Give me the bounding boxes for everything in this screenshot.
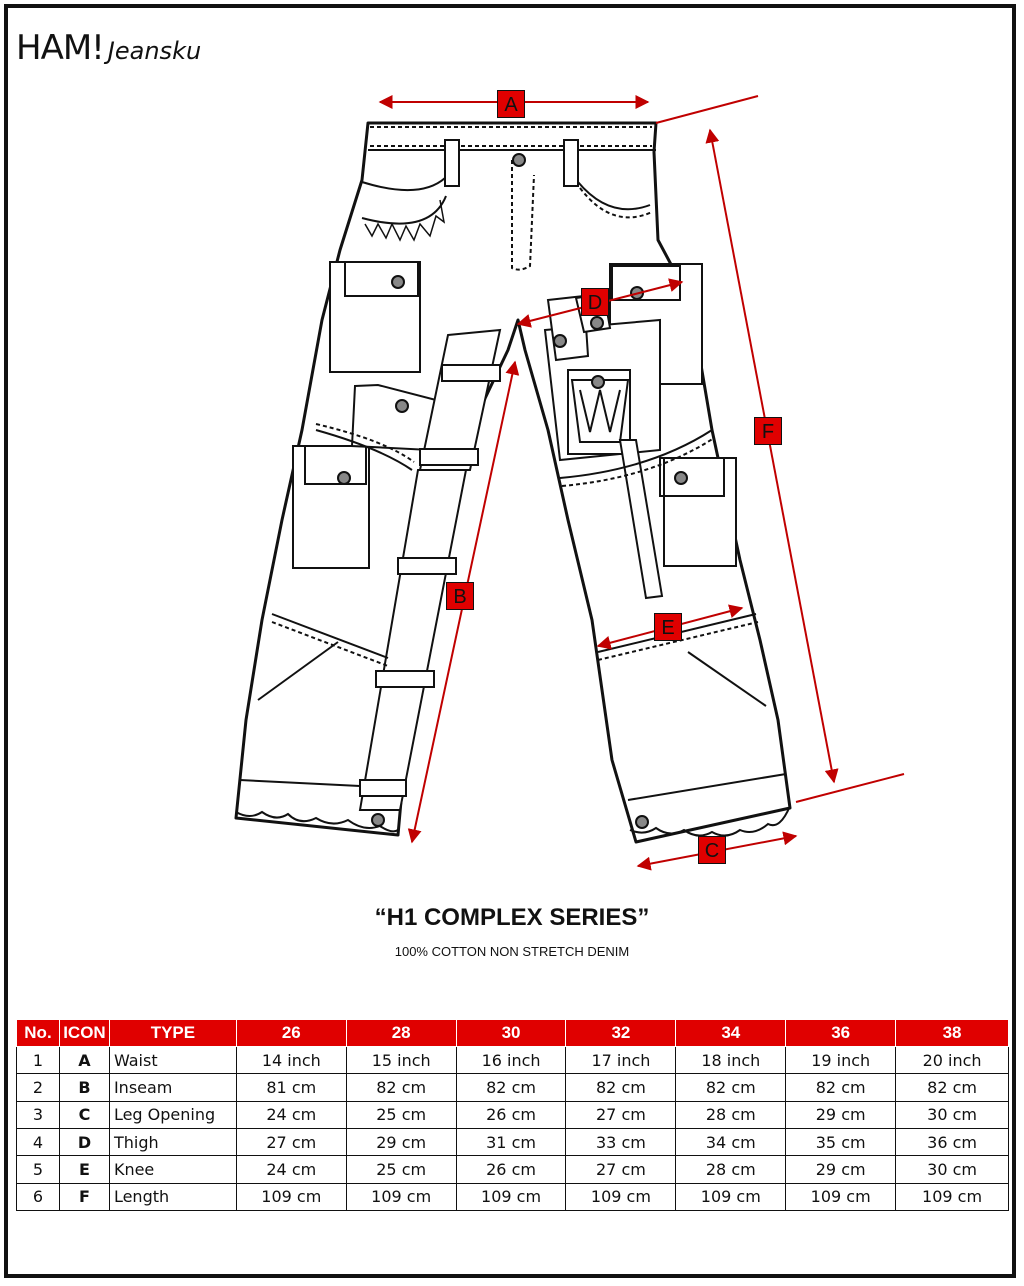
cell-value: 109 cm [896,1183,1009,1210]
cell-value: 109 cm [676,1183,786,1210]
table-row [17,1074,1009,1101]
marker-f: F [754,417,782,445]
cell-value: 81 cm [236,1074,346,1101]
cell-value: 26 cm [456,1101,566,1128]
cell-value: 17 inch [566,1047,676,1074]
header-type: TYPE [109,1020,236,1047]
table-header-row [17,1020,1009,1047]
cell-icon: E [59,1156,109,1183]
cell-value: 36 cm [896,1128,1009,1155]
cell-value: 33 cm [566,1128,676,1155]
cell-type: Leg Opening [109,1101,236,1128]
cell-value: 82 cm [346,1074,456,1101]
cell-icon: D [59,1128,109,1155]
cell-no: 6 [17,1183,60,1210]
brand-name: HAM! [16,28,104,68]
cell-value: 109 cm [346,1183,456,1210]
cell-type: Waist [109,1047,236,1074]
cell-value: 82 cm [456,1074,566,1101]
cell-value: 35 cm [786,1128,896,1155]
cell-value: 20 inch [896,1047,1009,1074]
marker-c: C [698,836,726,864]
cell-value: 25 cm [346,1156,456,1183]
cell-value: 34 cm [676,1128,786,1155]
cell-value: 26 cm [456,1156,566,1183]
marker-b: B [446,582,474,610]
cell-value: 30 cm [896,1156,1009,1183]
table-row [17,1183,1009,1210]
header-no: No. [17,1020,60,1047]
cell-value: 28 cm [676,1156,786,1183]
header-size-28: 28 [346,1020,456,1047]
product-title: “H1 COMPLEX SERIES” [374,904,650,931]
cell-value: 24 cm [236,1156,346,1183]
cell-value: 82 cm [896,1074,1009,1101]
cell-value: 82 cm [676,1074,786,1101]
header-size-32: 32 [566,1020,676,1047]
cell-value: 25 cm [346,1101,456,1128]
cell-type: Knee [109,1156,236,1183]
header-icon: ICON [59,1020,109,1047]
cell-value: 24 cm [236,1101,346,1128]
cell-icon: A [59,1047,109,1074]
cell-value: 82 cm [566,1074,676,1101]
cell-no: 2 [17,1074,60,1101]
cell-value: 109 cm [786,1183,896,1210]
cell-value: 31 cm [456,1128,566,1155]
cell-no: 4 [17,1128,60,1155]
table-row [17,1047,1009,1074]
cell-value: 14 inch [236,1047,346,1074]
header-size-34: 34 [676,1020,786,1047]
cell-type: Thigh [109,1128,236,1155]
header-size-38: 38 [896,1020,1009,1047]
cell-icon: B [59,1074,109,1101]
cell-icon: C [59,1101,109,1128]
cell-value: 109 cm [236,1183,346,1210]
size-chart-table [16,1019,1009,1211]
cell-type: Length [109,1183,236,1210]
header-size-30: 30 [456,1020,566,1047]
marker-e: E [654,613,682,641]
brand-sub: Jeansku [107,37,202,65]
cell-no: 5 [17,1156,60,1183]
cell-value: 18 inch [676,1047,786,1074]
cell-value: 19 inch [786,1047,896,1074]
header-size-26: 26 [236,1020,346,1047]
cell-value: 27 cm [566,1156,676,1183]
cell-no: 3 [17,1101,60,1128]
cell-value: 27 cm [566,1101,676,1128]
cell-no: 1 [17,1047,60,1074]
cell-value: 15 inch [346,1047,456,1074]
cell-value: 16 inch [456,1047,566,1074]
cell-value: 109 cm [456,1183,566,1210]
cell-value: 109 cm [566,1183,676,1210]
table-row [17,1128,1009,1155]
cell-type: Inseam [109,1074,236,1101]
cell-value: 27 cm [236,1128,346,1155]
cell-icon: F [59,1183,109,1210]
product-subtitle: 100% COTTON NON STRETCH DENIM [394,944,630,959]
marker-d: D [581,288,609,316]
marker-a: A [497,90,525,118]
cell-value: 28 cm [676,1101,786,1128]
cell-value: 30 cm [896,1101,1009,1128]
table-row [17,1101,1009,1128]
cell-value: 29 cm [346,1128,456,1155]
table-row [17,1156,1009,1183]
header-size-36: 36 [786,1020,896,1047]
cell-value: 82 cm [786,1074,896,1101]
cell-value: 29 cm [786,1156,896,1183]
cell-value: 29 cm [786,1101,896,1128]
